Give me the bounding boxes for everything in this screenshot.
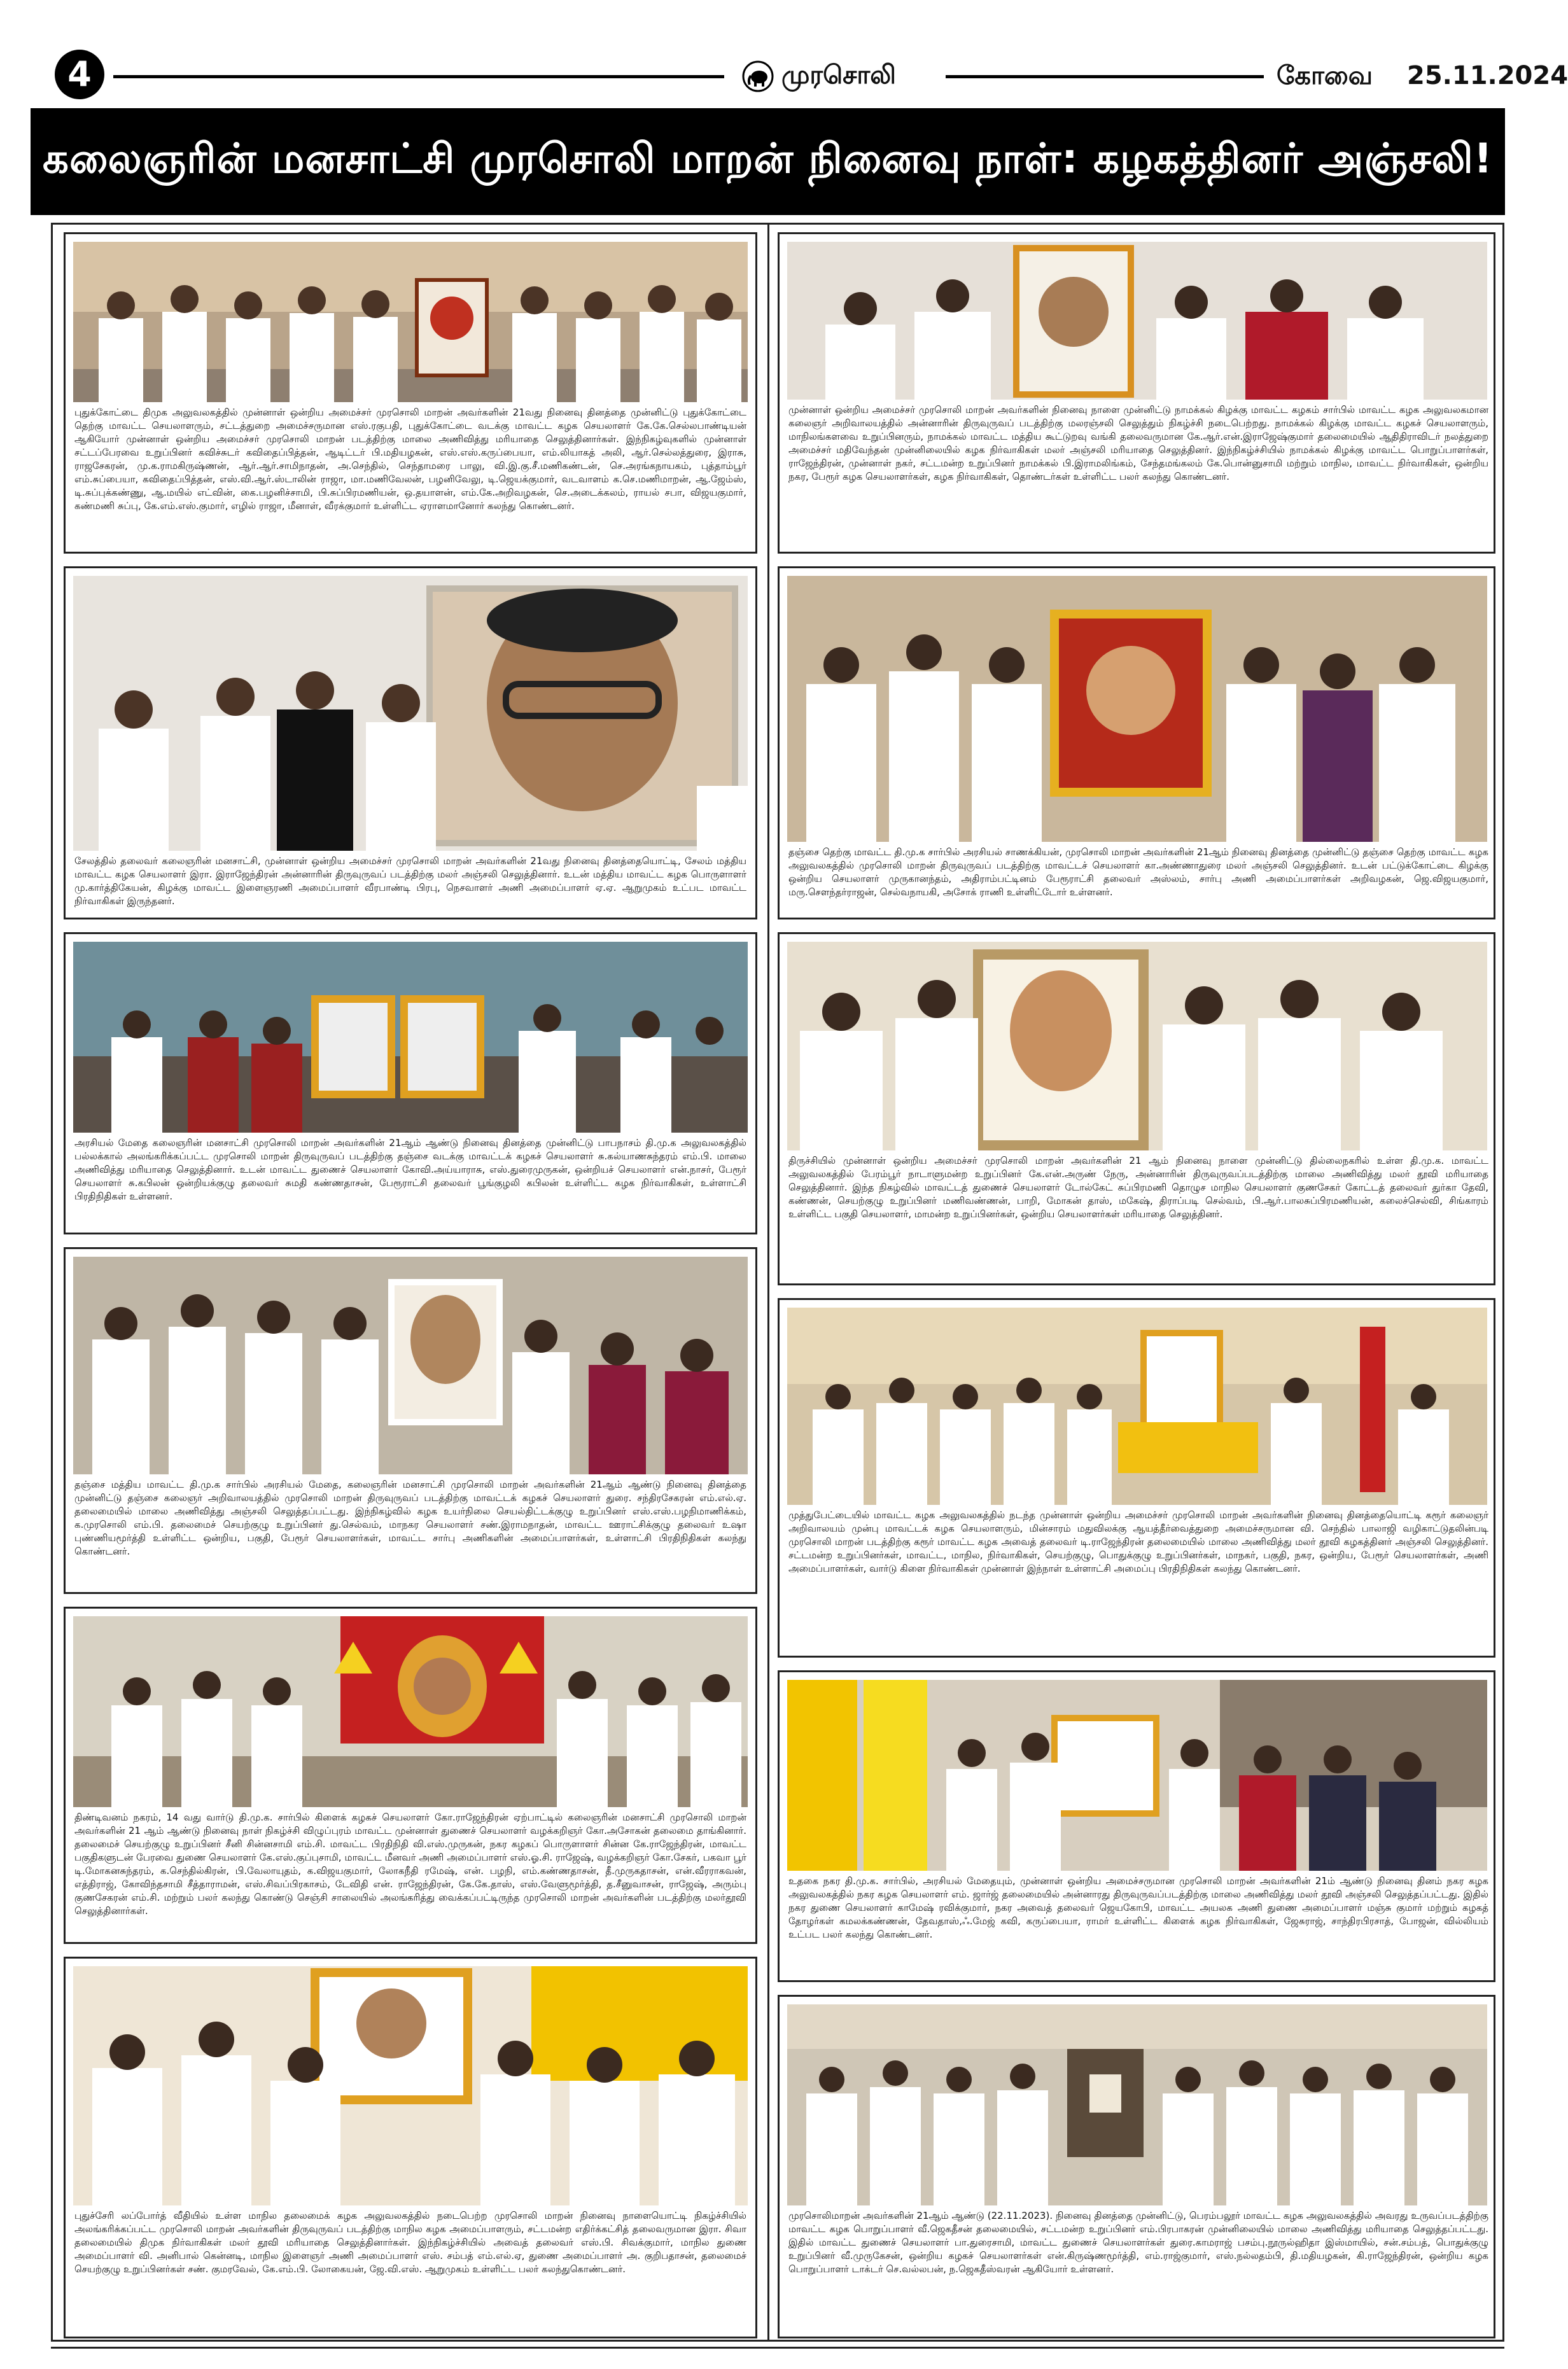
article-card [778,932,1495,1285]
article-card [778,1995,1495,2338]
article-caption: முன்னாள் ஒன்றிய அமைச்சர் முரசொலி மாறன் அவர்களின் நினைவு நாளை முன்னிட்டு நாமக்கல் கிழக்கு மாவட்ட கழகம் சார்பில் மாவட்ட கழக அலுவலகமான கலைஞர் அறிவாலயத்தில் அன்னாரின் திருவுருவப் படத்திற்கு மலரஞ்சலி செலுத்தும் நிகழ்ச்சி நடைபெற்றது. நாமக்கல் கிழக்கு மாவட்ட கழகச் செயலாளரும், மாநிலங்களவை உறுப்பினரும், நாமக்கல் மாவட்ட மத்திய கூட்டுறவு வங்கி தலைவருமான கே.ஆர்.என்.இராஜேஷ்குமார் தலைமையில் ஆதிதிராவிடர் நலத்துறை அமைச்சர் மதிவேந்தன் முன்னிலையில் கழக நிர்வாகிகள் மலர் அஞ்சலி மரியாதை செலுத்தினர். இந்நிகழ்ச்சியில் நாமக்கல் கிழக்கு மாவட்ட பொறுப்பாளர்கள், ராஜேந்திரன், முன்னாள் நகர், சட்டமன்ற உறுப்பினர் நாமக்கல் பி.இராமலிங்கம், சேந்தமங்கலம் கே.பொன்னுசாமி மற்றும் மாநில, மாவட்ட நிர்வாகிகள், ஒன்றிய நகர, பேரூர் கழக செயலாளர்கள், கழக நிர்வாகிகள், தொண்டர்கள் உள்ளிட்ட பலர் கலந்து கொண்டனர். [788,404,1488,482]
article-caption: திருச்சியில் முன்னாள் ஒன்றிய அமைச்சர் முரசொலி மாறன் அவர்களின் 21 ஆம் நினைவு நாளை முன்னிட்டு தில்லைநகரில் உள்ள தி.மு.க. மாவட்ட அலுவலகத்தில் பேரம்பூர் நாடாளுமன்ற உறுப்பினர் கே.என்.அருண் நேரு, அன்னாரின் திருவுருவப்படத்திற்கு மாலை அணிவித்து மலர் தூவி மரியாதை செலுத்தினார். இந்த நிகழ்வில் மாவட்டத் துணைச் செயலாளர் டோல்கேட் சுப்பிரமணி தொழுச மாநில செயலாளர் குணசேகர் கோட்டத் தலைவர் துர்கா தேவி, கண்ணன், செயற்குழு உறுப்பினர் மணிவண்ணன், பாறி, மோகன் தாஸ், மகேஷ், திராப்படி செல்வம், பி.ஆர்.பாலசுப்பிரமணியன், கலைச்செல்வி, சிங்காரம் உள்ளிட்ட பகுதி செயலாளர், மாமன்ற உறுப்பினர்கள், ஒன்றிய செயலாளர்கள் மரியாதை செலுத்தினர். [788,1155,1488,1220]
article-caption: உதகை நகர தி.மு.க. சார்பில், அரசியல் மேதையும், முன்னாள் ஒன்றிய அமைச்சருமான முரசொலி மாறன் அவர்களின் 21ம் ஆண்டு நினைவு தினம் நகர கழக அலுவலகத்தில் நகர கழக செயலாளர் எம். ஜார்ஜ் தலைமையில் அன்னாரது திருவுருவப்படத்திற்கு மாலை அணிவித்து மலர் தூவி அஞ்சலி செலுத்தப்பட்டது. இதில் நகர துணை செயலாளர் காமேஷ் ரவிக்குமார், நகர அவைத் தலைவர் ஜெயகோபி, மாவட்ட அயலக அணி துணை அமைப்பாளர் மஞ்சு குமார் மற்றும் கழகத் தோழர்கள் கமலக்கண்ணன், தேவதாஸ்,ஃ.மேஜ் கவி, கருப்பையா, ராமர் உள்ளிட்ட கிளைக் கழக நிர்வாகிகள், ஜேசுராஜ், சாந்திரபிரசாத், போஜன், வில்லியம் உட்பட பலர் கலந்து கொண்டனர். [788,1875,1488,1940]
article-card [64,1607,757,1944]
article-caption: புதுக்கோட்டை திமுக அலுவலகத்தில் முன்னாள் ஒன்றிய அமைச்சர் முரசொலி மாறன் அவர்களின் 21வது நினைவு தினத்தை முன்னிட்டு புதுக்கோட்டை தெற்கு மாவட்ட செயலாளரும், சட்டத்துறை அமைச்சருமான எஸ்.ரகுபதி, புதுக்கோட்டை வடக்கு மாவட்ட கழக செயலாளர் கே.கே.செல்லபாண்டியன் ஆகியோர் முன்னாள் ஒன்றிய அமைச்சர் முரசொலி மாறன் படத்திற்கு மாலை அணிவித்து மரியாதை செலுத்தினார்கள். இந்நிகழ்வுகளில் முன்னாள் சட்டப்பேரவை உறுப்பினர் கவிச்சுடர் கவிதைப்பித்தன், ஆடிட்டர் பி.மதியழகன், எஸ்.எஸ்.கருப்பையா, எம்.லியாகத் அலி, ஆர்.செல்லத்துரை, இராசு, ராஜசேகரன், மு.க.ராமகிருஷ்ணன், ஆர்.ஆர்.சாமிநாதன், அ.செந்தில், செந்தாமரை பாலு, வி.இ.கு.சீ.மணிகண்டன், செ.அரங்கநாயகம், புத்தாம்பூர் எம்.சுப்பையா, கவிதைப்பித்தன், எஸ்.வி.ஆர்.ஸ்டாலின் ராஜா, மா.மணிவேலன், பழனிவேலு, டி.ஜெயக்குமார், வடவாளம் க.செ.மணிமாறன், ஆ.ஜேம்ஸ், டி.சுப்புக்கண்ணு, ஆ.மயில் எட்வின், கை.பழனிச்சாமி, பி.சுப்பிரமணியன், ஒ.தயாளன், எம்.கே.அறிவழகன், செ.அடைக்கலம், ராயல் சபா, விஜயகுமார், கண்மணி சுப்பு, கே.எம்.எஸ்.குமார், எழில் ராஜா, மீனாள், வீரக்குமார் உள்ளிட்ட ஏராளமானோர் கலந்து கொண்டனர். [74,407,746,512]
article-photo [787,942,1487,1150]
paper-name: முரசொலி [781,60,896,90]
article-card [64,932,757,1234]
article-photo [787,242,1487,400]
article-card [64,1247,757,1594]
article-photo [787,576,1487,842]
article-photo [73,1257,748,1474]
article-photo [787,2004,1487,2205]
article-photo [787,1308,1487,1505]
article-card [64,232,757,554]
edition-city: கோவை [1277,61,1373,90]
article-card [778,1670,1495,1982]
article-photo [787,1680,1487,1871]
article-caption: அரசியல் மேதை கலைஞரின் மனசாட்சி முரசொலி மாறன் அவர்களின் 21ஆம் ஆண்டு நினைவு தினத்தை முன்னிட்டு பாபநாசம் தி.மு.க அலுவலகத்தில் பல்லக்கால் அலங்கரிக்கப்பட்ட முரசொலி மாறன் திருவுருவப் படத்திற்கு தஞ்சை வடக்கு மாவட்டக் கழகச் செயலாளர் சு.கல்யாணசுந்தரம் எம்.பி. மாலை அணிவித்து மரியாதை செலுத்தினார். உடன் மாவட்ட துணைச் செயலாளர் கோவி.அய்யாராசு, எஸ்.துரைமுருகன், ஒன்றியச் செயலாளர் என்.நாசர், பேரூர் செயலாளர் சு.கபிலன் ஒன்றியக்குழு தலைவர் சுமதி கண்ணதாசன், பேரூராட்சி தலைவர் பூங்குழலி கபிலன் உள்ளிட்ட கழக நிர்வாகிகள், உள்ளாட்சி பிரதிநிதிகள் உள்ளனர். [74,1137,746,1202]
masthead-rule-left [113,75,724,78]
edition-date: 25.11.2024 [1407,61,1568,90]
article-caption: சேலத்தில் தலைவர் கலைஞரின் மனசாட்சி, முன்னாள் ஒன்றிய அமைச்சர் முரசொலி மாறன் அவர்களின் 21வது நினைவு தினத்தையொட்டி, சேலம் மத்திய மாவட்ட கழக செயலாளர் இரா. இராஜேந்திரன் அன்னாரின் திருவுருவப் படத்திற்கு மலர் அஞ்சலி செலுத்தினார். உடன் மத்திய மாவட்ட கழக பொருளாளர் மு.கார்த்திகேயன், கிழக்கு மாவட்ட இளைஞரணி அமைப்பாளர் வீரபாண்டி பிரபு, நெசவாளர் அணி அமைப்பாளர் ஏ.ஏ. ஆறுமுகம் உட்பட மாவட்ட நிர்வாகிகள் இருந்தனர். [74,855,746,907]
article-caption: திண்டிவனம் நகரம், 14 வது வார்டு தி.மு.க. சார்பில் கிளைக் கழகச் செயலாளர் கோ.ராஜேந்திரன் ஏற்பாட்டில் கலைஞரின் மனசாட்சி முரசொலி மாறன் அவர்களின் 21 ஆம் ஆண்டு நினைவு நாள் நிகழ்ச்சி விழுப்புரம் மாவட்ட முன்னாள் துணைச் செயலாளர் வழக்கறிஞர் கோ.அசோகன் தலைமை தாங்கினார். தலைமைச் செயற்குழு உறுப்பினர் சீனி சின்னசாமி எம்.சி. மாவட்ட பிரதிநிதி வி.எஸ்.முருகன், நகர கழகப் பொருளாளர் சின்ன கே.ராஜேந்திரன், மாவட்ட பகுதிகளுடன் பேரவை துணை செயலாளர் கே.எஸ்.குப்புசாமி, மாவட்ட மீனவர் அணி அமைப்பாளர் எஸ்.ஓ.சி. ராஜேஷ், வழக்கறிஞர் கோ.சேகர், பகவா பூர் டி.மோகனசுந்தரம், க.செந்தில்கிரன், பி.வேலாயுதம், க.விஜயகுமார், லோகநீதி ரமேஷ், என். பழநி, எம்.கண்ணதாசன், தீ.முருகதாசன், என்.வீரராகவன், எத்திராஜ், கோவிந்தசாமி சீத்தாராமன், எஸ்.சிவப்பிரகாசம், டேவிதி என். ராஜேந்திரன், கே.கே.தாஸ், எஸ்.வேளுமூர்த்தி, த.சீனுவாசன், ராஜேஷ், அரும்பு குணசேகரன் எம்.சி. மற்றும் பலர் கலந்து கொண்டு செஞ்சி சாலையில் அலங்கரித்து வைக்கப்பட்டிருந்த முரசொலி மாறன் அவர்களின் படத்திற்கு மலர்தூவி செலுத்தினார்கள். [74,1812,746,1917]
article-caption: முரசொலிமாறன் அவர்களின் 21ஆம் ஆண்டு (22.11.2023). நினைவு தினத்தை முன்னிட்டு, பெரம்பலூர் மாவட்ட கழக அலுவலகத்தில் அவரது உருவப்படத்திற்கு மாவட்ட கழக பொறுப்பாளர் வீ.ஜெகதீசன் தலைமையில், சட்டமன்ற உறுப்பினர் எம்.பிரபாகரன் முன்னிலையில் மாலை அணிவித்து மரியாதை செலுத்தப்பட்டது. இதில் மாவட்ட துணைச் செயலாளர் பா.துரைசாமி, மாவட்ட துணைச் செயலாளர்கள் துரை.காமராஜ் பசம்பு.நூருல்ஹிதா இஸ்மாயில், சன்.சம்பத், பொதுக்குழு உறுப்பினர் வீ.முருகேசன், ஒன்றிய கழகச் செயலாளர்கள் என்.கிருஷ்ணமூர்த்தி, எம்.ராஜ்குமார், எஸ்.நல்லதம்பி, தி.மதியழகன், கி.ராஜேந்திரன், ஒன்றிய கழக பொறுப்பாளர் டாக்டர் செ.வல்லபன், ந.ஜெகதீஸ்வரன் ஆகியோர் உள்ளனர். [788,2210,1488,2275]
paper-logo [742,59,933,94]
article-caption: தஞ்சை மத்திய மாவட்ட தி.மு.க சார்பில் அரசியல் மேதை, கலைஞரின் மனசாட்சி முரசொலி மாறன் அவர்களின் 21ஆம் ஆண்டு நினைவு தினத்தை முன்னிட்டு தஞ்சை கலைஞர் அறிவாலயத்தில் முரசொலி மாறன் திருவுருவப் படத்திற்கு மாவட்டக் கழகச் செயலாளர் துரை. சந்திரசேகரன் எம்.எல்.ஏ. தலைமையில் மாலை அணிவித்து அஞ்சலி செலுத்தப்பட்டது. இந்நிகழ்வில் கழக உயர்நிலை செயல்திட்டக்குழு உறுப்பினர் எஸ்.எஸ்.பழநிமாணிக்கம், க.முரசொலி எம்.பி. தலைமைச் செயற்குழு உறுப்பினர் து.செல்வம், மாநகர செயலாளர் சண்.இராமநாதன், மாவட்ட ஊராட்சிக்குழு தலைவர் உஷா புண்ணியமூர்த்தி உள்ளிட்ட ஒன்றிய, பகுதி, பேரூர் செயலாளர்கள், மாவட்ட சார்பு அணிகளின் அமைப்பாளர்கள், உள்ளாட்சி பிரதிநிதிகள் கலந்து கொண்டனர். [74,1479,746,1557]
footer-rule [51,2347,1504,2349]
article-card [778,566,1495,919]
article-card [64,566,757,919]
column-divider [767,223,769,2342]
page-number: 4 [55,50,104,99]
article-card [778,232,1495,554]
article-caption: முத்துபேட்டையில் மாவட்ட கழக அலுவலகத்தில் நடந்த முன்னாள் ஒன்றிய அமைச்சர் முரசொலி மாறன் அவர்களின் நினைவு தினத்தையொட்டி கரூர் கலைஞர் அறிவாலயம் முன்பு மாவட்டக் கழக செயலாளரும், மின்சாரம் மதுவிலக்கு ஆயத்தீர்வைத்துறை அமைச்சருமான வி. செந்தில் பாலாஜி வழிகாட்டுதலின்படி முரசொலி மாறன் படத்திற்கு கரூர் மாவட்ட கழக அவைத் தலைவர் டி.ராஜேந்திரன் தலைமையில் மாலை அணிவித்து மலர் தூவி கழகத்தினர் அஞ்சலி செலுத்தினர். சட்டமன்ற உறுப்பினர்கள், மாவட்ட, மாநில, நிர்வாகிகள், செயற்குழு, பொதுக்குழு உறுப்பினர்கள், மாநகர், பகுதி, நகர, ஒன்றிய, பேரூர் செயலாளர்கள், அணி அமைப்பாளர்கள், வார்டு கிளை நிர்வாகிகள் முன்னாள் இந்நாள் உள்ளாட்சி அமைப்பு பிரதிநிதிகள் கலந்து கொண்டனர். [788,1509,1488,1574]
article-photo [73,576,748,851]
article-photo [73,242,748,402]
article-card [64,1957,757,2338]
article-photo [73,1616,748,1807]
article-caption: புதுச்சேரி லப்போர்த் வீதியில் உள்ள மாநில தலைமைக் கழக அலுவலகத்தில் நடைபெற்ற முரசொலி மாறன் நினைவு நாளையொட்டி நிகழ்ச்சியில் அலங்கரிக்கப்பட்ட முரசொலி மாறன் அவர்களின் திருவுருவப் படத்திற்கு மாநில கழக அமைப்பாளரும், சட்டமன்ற எதிர்க்கட்சித் தலைவருமான இரா. சிவா தலைமையில் திமுக நிர்வாகிகள் மலர் தூவி மரியாதை செலுத்தினார்கள். இந்நிகழ்ச்சியில் அவைத் தலைவர் எஸ்.பி. சிவக்குமார், மாநில துணை அமைப்பாளர் வி. அனிபால் கென்னடி, மாநில இளைஞர் அணி அமைப்பாளர் எஸ். சம்பத் எம்.எல்.ஏ, துணை அமைப்பாளர் அ. குறிபதாசன், தலைமைச் செயற்குழு உறுப்பினர்கள் சண். குமரவேல், கே.எம்.பி. லோகையன், ஜே.வி.எஸ். ஆறுமுகம் உள்ளிட்ட பலர் கலந்துகொண்டனர். [74,2210,746,2275]
article-caption: தஞ்சை தெற்கு மாவட்ட தி.மு.க சார்பில் அரசியல் சாணக்கியன், முரசொலி மாறன் அவர்களின் 21ஆம் நினைவு தினத்தை முன்னிட்டு தஞ்சை தெற்கு மாவட்ட கழக அலுவலகத்தில் முரசொலி மாறன் திருவுருவப் படத்திற்கு மாவட்டச் செயலாளர் கா.அண்ணாதுரை மலர் அஞ்சலி செலுத்தினர். உடன் பட்டுக்கோட்டை கிழக்கு ஒன்றிய செயலாளர் முருகானந்தம், அதிராம்பட்டினம் பேரூராட்சி தலைவர் அஸ்லம், சார்பு அணி அமைப்பாளர்கள் அறிவழகன், ஜெ.விஜயகுமார், மரு.செளந்தர்ராஜன், செல்வநாயகி, அசோக் ராணி உள்ளிட்டோர் உள்ளனர். [788,846,1488,898]
masthead [55,54,1568,95]
masthead-rule-right [946,75,1264,78]
article-card [778,1298,1495,1658]
article-photo [73,942,748,1133]
article-photo [73,1966,748,2205]
page-headline: கலைஞரின் மனசாட்சி முரசொலி மாறன் நினைவு நாள்: கழகத்தினர் அஞ்சலி! [31,108,1505,215]
elephant-icon [742,60,774,92]
